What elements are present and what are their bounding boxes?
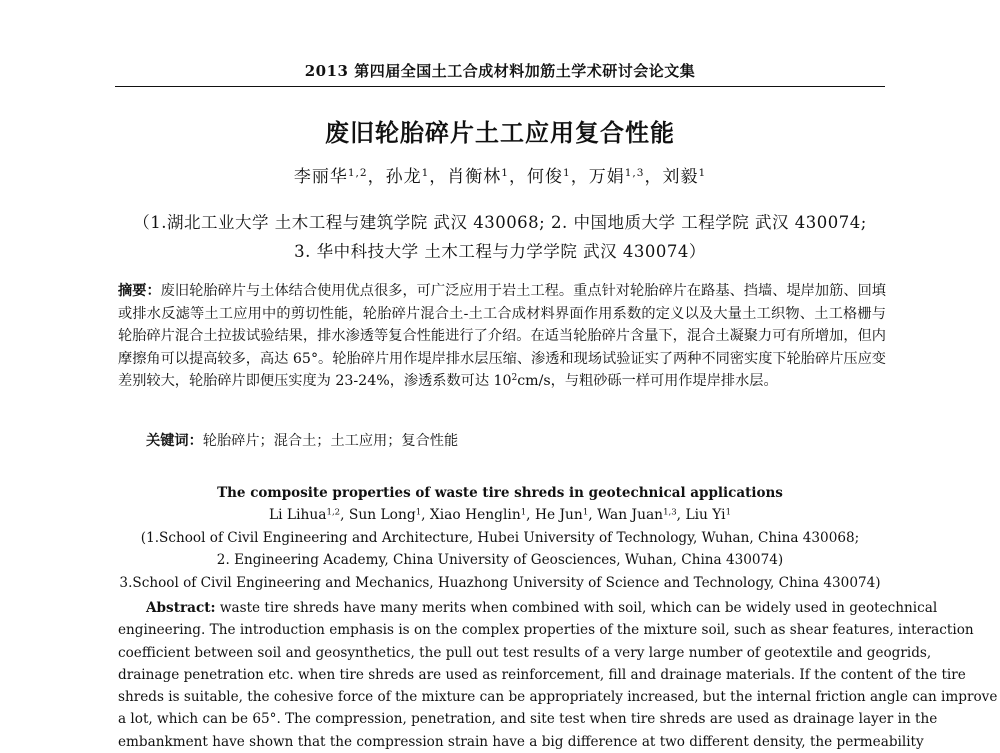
- cn-author-affil-mark: 1,2: [347, 167, 368, 180]
- abstract-cn-text: 废旧轮胎碎片与土体结合使用优点很多，可广泛应用于岩土工程。重点针对轮胎碎片在路基、挡墙、堤岸加筋、回填或排水反滤等土工应用中的剪切性能，轮胎碎片混合土-土工合成材料界面作用系数的定义以及大量土工织物、土工格栅与轮胎碎片混合土拉拔试验结果，排水渗透等复合性能进行了介绍。在适当轮胎碎片含量下，混合土凝聚力可有所增加，但内摩擦角可以提高较多，高达 65°。轮胎碎片用作堤岸排水层压缩、渗透和现场试验证实了两种不同密实度下轮胎碎片压应变差别较大，轮胎碎片即便压实度为 23-24%，渗透系数可达 10: [118, 283, 886, 389]
- title-cn: 废旧轮胎碎片土工应用复合性能: [325, 119, 675, 147]
- cn-author: [589, 167, 645, 187]
- abstract-en-line: a lot, which can be 65°. The compression, penetration, and site test when tire shreds are used as drainage layer in the: [118, 711, 938, 728]
- keywords-cn: [146, 430, 886, 452]
- en-author-name: Liu Yi: [685, 507, 726, 523]
- cn-author-separator: ，: [367, 167, 386, 187]
- affiliation-cn-line1: （1.湖北工业大学 土木工程与建筑学院 武汉 430068; 2. 中国地质大学 工程学院 武汉 430074;: [133, 213, 867, 232]
- en-author-separator: ,: [340, 507, 349, 523]
- en-author-affil-mark: 1,2: [326, 507, 341, 518]
- en-author-affil-mark: 1: [582, 507, 589, 518]
- abstract-en-line: Abstract: waste tire shreds have many merits when combined with soil, which can be widely used in geotechnical: [146, 600, 938, 616]
- en-author-name: Wan Juan: [597, 507, 664, 523]
- cn-author: [447, 167, 509, 187]
- cn-author-separator: ，: [570, 167, 589, 187]
- abstract-en-line: coefficient between soil and geosynthetics, the pull out test results of a very large number of geotextile and geogrids,: [118, 644, 932, 661]
- en-author: [349, 507, 421, 523]
- cn-author-affil-mark: 1: [563, 167, 571, 180]
- en-author-separator: ,: [421, 507, 430, 523]
- cn-author-affil-mark: 1,3: [624, 167, 645, 180]
- keywords-cn-label: 关键词：: [146, 433, 203, 449]
- cn-author-affil-mark: 1: [698, 167, 707, 180]
- cn-author-separator: ，: [644, 167, 663, 187]
- affiliation-en-line2: 2. Engineering Academy, China University of Geosciences, Wuhan, China 430074): [216, 552, 784, 568]
- running-header: 2013 第四届全国土工合成材料加筋土学术研讨会论文集: [304, 62, 696, 80]
- cn-author: [662, 167, 706, 187]
- cn-author-affil-mark: 1: [421, 167, 430, 180]
- en-author-name: He Jun: [534, 507, 583, 523]
- cn-author-name: 万娟: [588, 167, 625, 187]
- cn-author-separator: ，: [509, 167, 527, 187]
- cn-author-name: 何俊: [527, 167, 563, 187]
- en-author: [430, 507, 526, 523]
- cn-author: [294, 167, 368, 187]
- en-author-affil-mark: 1,3: [663, 507, 677, 518]
- cn-author: [386, 167, 430, 187]
- authors-en: [0, 507, 1000, 523]
- abstract-en: [118, 597, 998, 753]
- abstract-en-line-cut: embankment have shown that the compression strain have a big difference at two different density, the permeability: [118, 733, 924, 750]
- en-author-separator: ,: [588, 507, 598, 523]
- cn-author: [527, 167, 571, 187]
- en-author-affil-mark: 1: [415, 507, 422, 518]
- abstract-en-line: engineering. The introduction emphasis is on the complex properties of the mixture soil, such as shear features, interaction: [118, 622, 974, 639]
- cn-author-name: 李丽华: [293, 167, 348, 187]
- abstract-cn-exponent: 2: [511, 373, 518, 384]
- cn-author-name: 刘毅: [662, 167, 699, 187]
- en-author-name: Li Lihua: [268, 507, 327, 523]
- cn-author-affil-mark: 1: [501, 167, 509, 180]
- en-author: [269, 507, 340, 523]
- affiliation-en-line3: 3.School of Civil Engineering and Mechanics, Huazhong University of Science and Technology, China 430074): [119, 575, 881, 591]
- abstract-en-label: Abstract:: [146, 600, 216, 616]
- affiliation-cn-line2: 3. 华中科技大学 土木工程与力学学院 武汉 430074）: [294, 242, 706, 261]
- en-author-affil-mark: 1: [725, 507, 732, 518]
- en-author-name: Sun Long: [348, 507, 416, 523]
- header-rule: [115, 86, 885, 87]
- abstract-en-line: drainage penetration etc. when tire shreds are used as reinforcement, fill and drainage materials. If the content of the tire: [118, 666, 966, 683]
- cn-author-name: 孙龙: [385, 167, 422, 187]
- affiliation-en-line1: (1.School of Civil Engineering and Architecture, Hubei University of Technology, Wuhan, China 430068;: [140, 530, 860, 546]
- abstract-cn: [118, 280, 886, 393]
- authors-cn: [0, 162, 1000, 187]
- en-author-name: Xiao Henglin: [429, 507, 521, 523]
- cn-author-separator: ，: [429, 167, 448, 187]
- en-author: [597, 507, 677, 523]
- en-author: [535, 507, 588, 523]
- abstract-cn-label: 摘要：: [118, 283, 161, 299]
- abstract-en-line: shreds is suitable, the cohesive force of the mixture can be appropriately increased, but the internal friction angle can improve: [118, 689, 998, 706]
- en-author: [685, 507, 731, 523]
- abstract-cn-text-end: cm/s，与粗砂砾一样可用作堤岸排水层。: [517, 373, 778, 389]
- en-author-separator: ,: [526, 507, 535, 523]
- en-author-affil-mark: 1: [520, 507, 527, 518]
- title-en: The composite properties of waste tire shreds in geotechnical applications: [217, 485, 783, 501]
- keywords-cn-text: 轮胎碎片；混合土；土工应用；复合性能: [202, 433, 459, 449]
- en-author-separator: ,: [676, 507, 686, 523]
- cn-author-name: 肖衡林: [447, 167, 502, 187]
